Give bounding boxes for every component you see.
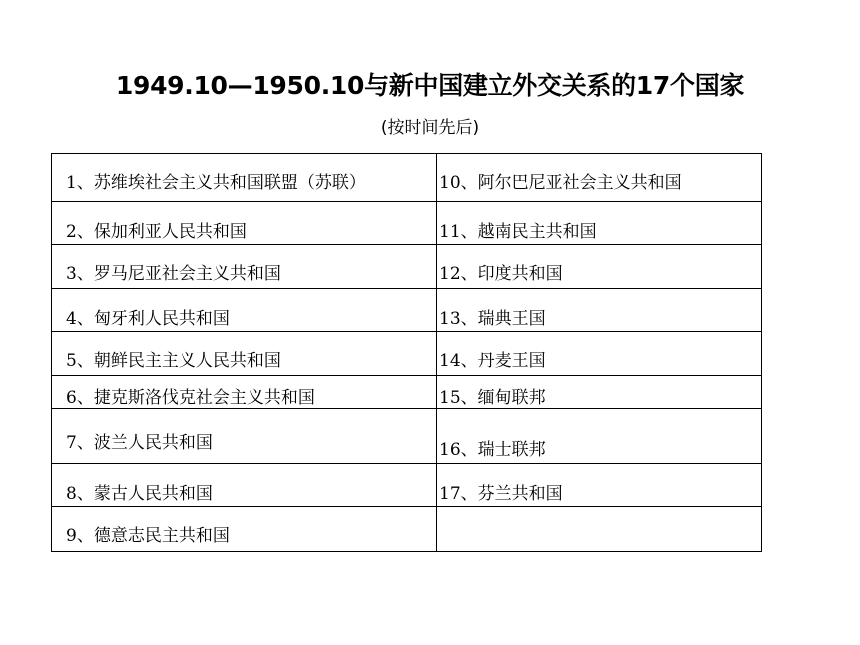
country-name: 2、保加利亚人民共和国	[66, 222, 247, 242]
country-name: 6、捷克斯洛伐克社会主义共和国	[66, 388, 315, 408]
table-cell	[52, 154, 437, 202]
table-row	[52, 376, 762, 409]
table-cell	[437, 464, 762, 507]
country-name: 14、丹麦王国	[439, 351, 546, 371]
page-title: 1949.10—1950.10与新中国建立外交关系的17个国家	[115, 71, 745, 100]
country-name: 12、印度共和国	[439, 264, 563, 284]
country-name: 11、越南民主共和国	[439, 222, 597, 242]
table-row	[52, 464, 762, 507]
table-cell	[52, 289, 437, 332]
table-cell	[437, 332, 762, 376]
country-name: 7、波兰人民共和国	[66, 433, 213, 453]
table-cell	[52, 464, 437, 507]
country-name: 16、瑞士联邦	[439, 440, 546, 460]
country-name: 9、德意志民主共和国	[66, 526, 230, 546]
country-name: 15、缅甸联邦	[439, 388, 546, 408]
country-name: 3、罗马尼亚社会主义共和国	[66, 264, 281, 284]
table-row	[52, 202, 762, 245]
country-name: 10、阿尔巴尼亚社会主义共和国	[439, 173, 682, 193]
table-cell	[52, 507, 437, 552]
table-cell	[437, 154, 762, 202]
table-row	[52, 409, 762, 464]
country-name: 13、瑞典王国	[439, 309, 546, 329]
page-subtitle: (按时间先后)	[380, 118, 480, 138]
table-cell	[437, 202, 762, 245]
country-name: 4、匈牙利人民共和国	[66, 309, 230, 329]
table-cell	[52, 245, 437, 289]
country-name: 17、芬兰共和国	[439, 484, 563, 504]
table-cell	[52, 409, 437, 464]
table-cell	[52, 202, 437, 245]
table-cell	[52, 332, 437, 376]
table-cell	[52, 376, 437, 409]
table-row	[52, 507, 762, 552]
country-name: 8、蒙古人民共和国	[66, 484, 213, 504]
country-name: 5、朝鲜民主主义人民共和国	[66, 351, 281, 371]
table-row	[52, 332, 762, 376]
table-cell	[437, 376, 762, 409]
table-row	[52, 154, 762, 202]
table-cell	[437, 245, 762, 289]
table-cell	[437, 289, 762, 332]
table-row	[52, 245, 762, 289]
countries-table	[51, 153, 762, 552]
table-row	[52, 289, 762, 332]
table-cell	[437, 507, 762, 552]
country-name: 1、苏维埃社会主义共和国联盟（苏联）	[66, 173, 366, 193]
table-cell	[437, 409, 762, 464]
